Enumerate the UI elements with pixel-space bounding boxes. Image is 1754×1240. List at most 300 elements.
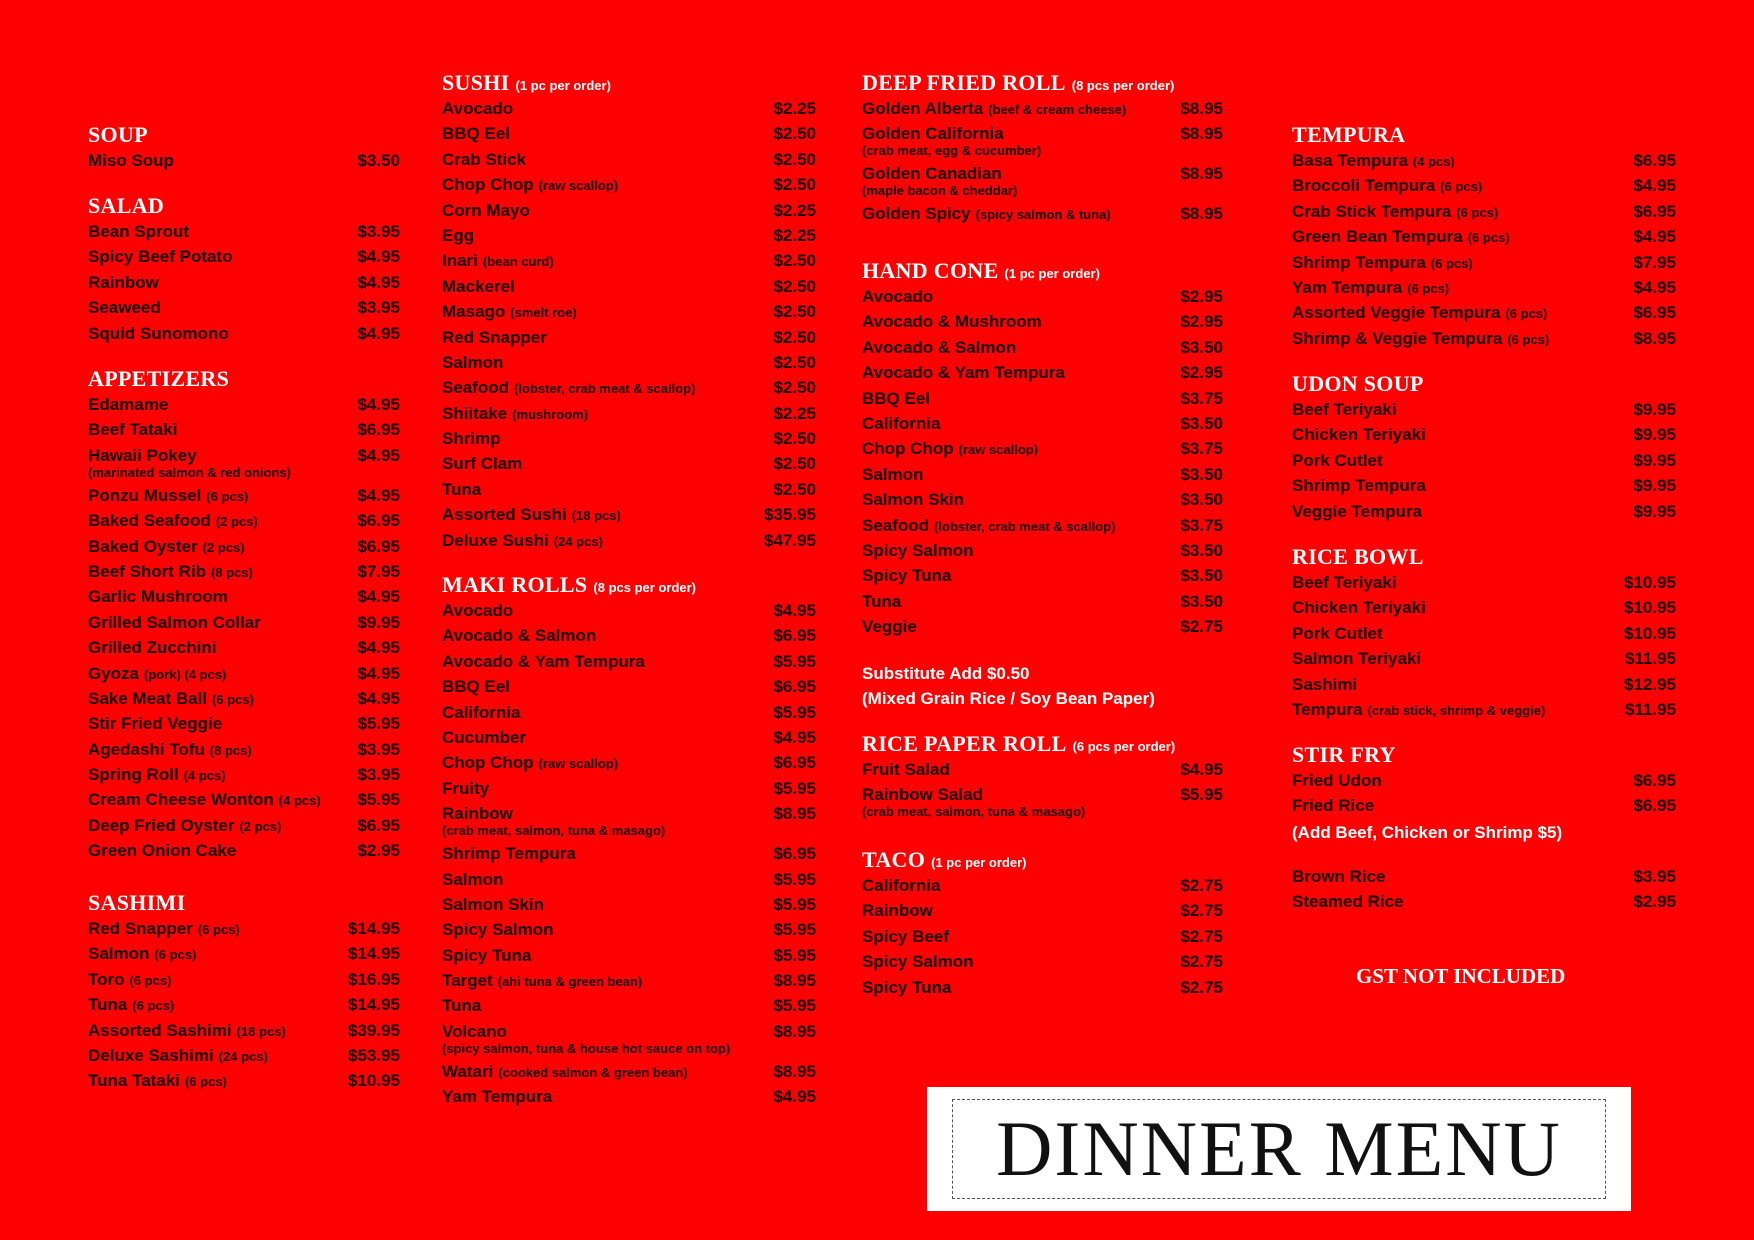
menu-item-note: (lobster, crab meat & scallop) bbox=[514, 381, 696, 397]
menu-item bbox=[1292, 697, 1676, 722]
menu-item bbox=[862, 386, 1223, 411]
menu-item-name-group bbox=[1292, 889, 1404, 914]
menu-item bbox=[862, 121, 1223, 144]
menu-item-name: California bbox=[862, 413, 941, 433]
menu-item-name-group bbox=[442, 147, 526, 172]
menu-item-note: (8 pcs) bbox=[209, 742, 252, 758]
menu-item-name: Green Bean Tempura bbox=[1292, 227, 1463, 247]
menu-item-name-group bbox=[442, 750, 618, 776]
menu-item-name: Spicy Tuna bbox=[442, 945, 532, 965]
menu-item-price: $12.95 bbox=[1624, 674, 1676, 694]
menu-item-name-group bbox=[442, 892, 544, 917]
menu-item-name-group bbox=[442, 223, 474, 248]
menu-item-name: Yam Tempura bbox=[1292, 277, 1403, 297]
menu-item-note: (ahi tuna & green bean) bbox=[497, 974, 643, 990]
menu-item-name-group bbox=[442, 350, 503, 375]
menu-item-price: $8.95 bbox=[773, 971, 816, 991]
menu-item-name-group bbox=[88, 992, 174, 1018]
menu-item-price: $4.95 bbox=[1633, 277, 1676, 297]
menu-section bbox=[88, 889, 400, 1094]
menu-item bbox=[442, 477, 816, 502]
menu-item-name: Avocado bbox=[442, 99, 514, 118]
menu-item-name-group bbox=[442, 121, 510, 146]
menu-item-name: Hawaii Pokey bbox=[88, 445, 197, 465]
menu-item-name: Spicy Beef Potato bbox=[88, 247, 233, 267]
menu-item-price: $4.95 bbox=[357, 688, 400, 708]
menu-item bbox=[1292, 397, 1676, 422]
menu-item-name-group bbox=[862, 360, 1065, 385]
menu-item bbox=[442, 375, 816, 400]
section-title: APPETIZERS bbox=[88, 366, 230, 391]
menu-item-note: (6 pcs) bbox=[1440, 179, 1483, 195]
menu-item-name: Red Snapper bbox=[88, 919, 193, 938]
menu-item bbox=[442, 299, 816, 324]
menu-item bbox=[442, 426, 816, 451]
menu-item-name: Tempura bbox=[1292, 699, 1363, 719]
menu-item-name-group bbox=[1292, 499, 1422, 524]
menu-item-price: $53.95 bbox=[348, 1045, 400, 1065]
menu-item bbox=[88, 148, 400, 173]
menu-item bbox=[88, 967, 400, 992]
menu-item-price: $14.95 bbox=[348, 944, 400, 964]
menu-item bbox=[88, 661, 400, 686]
menu-item-price: $2.50 bbox=[773, 149, 816, 169]
menu-item-price: $2.50 bbox=[773, 124, 816, 144]
menu-item-name-group bbox=[442, 528, 603, 554]
menu-item-name: Salmon Skin bbox=[442, 894, 545, 914]
menu-item bbox=[88, 916, 400, 941]
menu-item-name-group bbox=[88, 392, 168, 417]
menu-item-price: $3.95 bbox=[357, 739, 400, 759]
menu-item-price: $4.95 bbox=[1633, 176, 1676, 196]
menu-item bbox=[442, 867, 816, 892]
menu-item-price: $9.95 bbox=[1633, 400, 1676, 419]
menu-item-price: $6.95 bbox=[357, 815, 400, 835]
menu-item-name: Grilled Salmon Collar bbox=[88, 612, 261, 632]
menu-item-name-group bbox=[862, 309, 1042, 334]
menu-item-price: $2.75 bbox=[1180, 876, 1223, 895]
menu-item-name: Sashimi bbox=[1292, 674, 1358, 694]
menu-item-price: $3.75 bbox=[1180, 388, 1223, 408]
menu-item-name: Avocado & Salmon bbox=[442, 626, 597, 646]
menu-section bbox=[442, 69, 816, 553]
menu-item-price: $2.75 bbox=[1180, 901, 1223, 921]
menu-item-name-group bbox=[1292, 697, 1545, 723]
menu-item-price: $10.95 bbox=[1624, 623, 1676, 643]
section-title: MAKI ROLLS bbox=[442, 572, 588, 597]
menu-item-price: $2.75 bbox=[1180, 952, 1223, 972]
menu-item-price: $6.95 bbox=[357, 536, 400, 556]
menu-item-price: $2.95 bbox=[1180, 363, 1223, 383]
menu-item-name: Ponzu Mussel bbox=[88, 485, 202, 505]
menu-item-name: Fried Udon bbox=[1292, 771, 1382, 790]
menu-item-price: $6.95 bbox=[773, 753, 816, 773]
menu-item bbox=[862, 96, 1223, 121]
menu-item-name: Chicken Teriyaki bbox=[1292, 425, 1426, 445]
menu-item bbox=[442, 198, 816, 223]
menu-item-name: Spicy Salmon bbox=[862, 540, 974, 560]
menu-item-note: (6 pcs) bbox=[132, 998, 175, 1014]
menu-item bbox=[1292, 173, 1676, 198]
menu-item-name-group bbox=[1292, 672, 1357, 697]
menu-item-price: $8.95 bbox=[1180, 124, 1223, 144]
menu-item bbox=[88, 1068, 400, 1093]
menu-item-name: Rainbow bbox=[862, 901, 933, 921]
menu-item-price: $5.95 bbox=[773, 778, 816, 798]
menu-item-name-group bbox=[862, 614, 917, 639]
menu-item bbox=[442, 1084, 816, 1109]
section-heading bbox=[88, 192, 400, 219]
menu-item-name: Spicy Tuna bbox=[862, 566, 952, 586]
menu-item-name: Salmon bbox=[88, 944, 150, 964]
menu-item-name-group bbox=[862, 873, 940, 898]
section-heading bbox=[442, 571, 816, 598]
menu-item-price: $2.50 bbox=[773, 302, 816, 322]
menu-item-price: $3.75 bbox=[1180, 515, 1223, 535]
menu-item bbox=[88, 838, 400, 863]
menu-item-name-group bbox=[88, 295, 161, 320]
menu-section bbox=[88, 192, 400, 346]
menu-item-price: $2.25 bbox=[773, 99, 816, 118]
menu-item-note: (6 pcs) bbox=[129, 972, 172, 988]
menu-item-price: $5.95 bbox=[773, 869, 816, 889]
menu-item bbox=[88, 1018, 400, 1043]
menu-item bbox=[442, 674, 816, 699]
menu-item-name-group bbox=[862, 538, 973, 563]
menu-item-note: (6 pcs) bbox=[197, 922, 240, 937]
menu-item-name-group bbox=[88, 584, 228, 609]
menu-item bbox=[1292, 473, 1676, 498]
menu-section bbox=[1292, 543, 1676, 722]
menu-item-price: $3.95 bbox=[1633, 867, 1676, 886]
menu-item-name: Beef Teriyaki bbox=[1292, 573, 1397, 592]
menu-item bbox=[442, 401, 816, 426]
menu-item-name-group bbox=[442, 325, 547, 350]
menu-item-name: Volcano bbox=[442, 1021, 507, 1041]
menu-item bbox=[442, 943, 816, 968]
menu-item-name: Crab Stick Tempura bbox=[1292, 201, 1452, 221]
menu-item-note: (4 pcs) bbox=[1412, 154, 1455, 169]
menu-item-name-group bbox=[88, 787, 321, 813]
menu-item bbox=[442, 700, 816, 725]
menu-item-name: Shrimp Tempura bbox=[1292, 252, 1426, 272]
menu-item-name-group bbox=[442, 943, 531, 968]
menu-item-name-group bbox=[88, 610, 261, 635]
menu-item-name: Squid Sunomono bbox=[88, 323, 229, 343]
menu-item-price: $6.95 bbox=[773, 677, 816, 697]
menu-item-name: Shrimp bbox=[442, 429, 501, 449]
menu-item bbox=[88, 610, 400, 635]
menu-item-price: $35.95 bbox=[764, 505, 816, 525]
menu-item-note: (mushroom) bbox=[512, 406, 589, 422]
menu-item-price: $5.95 bbox=[773, 945, 816, 965]
menu-item bbox=[1292, 570, 1676, 595]
menu-item-name-group bbox=[1292, 250, 1473, 276]
menu-item bbox=[442, 1019, 816, 1042]
menu-item-note: (24 pcs) bbox=[553, 533, 603, 549]
menu-item-price: $8.95 bbox=[1180, 204, 1223, 224]
menu-item-price: $6.95 bbox=[1633, 151, 1676, 170]
menu-item-price: $2.50 bbox=[773, 251, 816, 271]
menu-item-name-group bbox=[442, 776, 489, 801]
menu-item-name: Spring Roll bbox=[88, 765, 179, 785]
menu-item-price: $4.95 bbox=[357, 663, 400, 683]
menu-item-note: (crab stick, shrimp & veggie) bbox=[1367, 702, 1546, 718]
menu-item-price: $4.95 bbox=[773, 727, 816, 747]
menu-item-price: $2.50 bbox=[773, 352, 816, 372]
menu-item-note: (4 pcs) bbox=[183, 768, 226, 784]
menu-item-name-group bbox=[862, 513, 1115, 539]
menu-item-name-group bbox=[1292, 570, 1397, 595]
menu-section bbox=[88, 121, 400, 173]
menu-item bbox=[862, 436, 1223, 461]
menu-item bbox=[862, 924, 1223, 949]
menu-item-name: Avocado & Yam Tempura bbox=[442, 651, 645, 671]
menu-item-name: Target bbox=[442, 971, 493, 991]
menu-item bbox=[88, 219, 400, 244]
menu-item-name-group bbox=[1292, 422, 1426, 447]
menu-item-name-group bbox=[442, 598, 513, 623]
menu-item-name-group bbox=[442, 96, 513, 121]
menu-item-name: California bbox=[862, 876, 941, 895]
menu-item-name: Bean Sprout bbox=[88, 222, 190, 241]
menu-item-name-group bbox=[862, 924, 949, 949]
menu-item bbox=[442, 248, 816, 273]
menu-item-name-group bbox=[862, 487, 964, 512]
menu-item bbox=[862, 201, 1223, 226]
menu-item-note: (6 pcs) bbox=[154, 947, 197, 963]
menu-item-name-group bbox=[862, 563, 951, 588]
menu-item-name-group bbox=[88, 559, 253, 585]
menu-title-box bbox=[927, 1087, 1631, 1211]
menu-item-name-group bbox=[88, 1043, 268, 1069]
menu-item-price: $2.50 bbox=[773, 327, 816, 347]
menu-item-price: $2.25 bbox=[773, 403, 816, 423]
menu-item bbox=[88, 483, 400, 508]
menu-item-name: Chop Chop bbox=[862, 439, 954, 459]
menu-item-name: California bbox=[442, 702, 521, 722]
menu-item-name-group bbox=[88, 270, 159, 295]
menu-item bbox=[442, 147, 816, 172]
menu-item-name-group bbox=[1292, 300, 1547, 326]
menu-item-name-group bbox=[88, 508, 258, 534]
menu-item-price: $2.95 bbox=[357, 841, 400, 861]
menu-item bbox=[862, 284, 1223, 309]
menu-item-note: (spicy salmon & tuna) bbox=[975, 207, 1111, 223]
menu-item-name: Grilled Zucchini bbox=[88, 638, 217, 658]
menu-item-name-group bbox=[862, 436, 1038, 462]
menu-section bbox=[862, 846, 1223, 1000]
section-note: (8 pcs per order) bbox=[593, 580, 697, 595]
menu-item-name-group bbox=[442, 725, 526, 750]
menu-item-name: Egg bbox=[442, 225, 475, 245]
menu-item-name-group bbox=[442, 649, 645, 674]
menu-item-price: $3.50 bbox=[1180, 566, 1223, 586]
menu-item-name-group bbox=[88, 534, 245, 560]
menu-item-name-group bbox=[88, 762, 226, 788]
menu-item-name-group bbox=[1292, 793, 1374, 818]
menu-item bbox=[442, 325, 816, 350]
menu-item-name: Chop Chop bbox=[442, 753, 534, 773]
menu-item bbox=[88, 992, 400, 1017]
menu-item bbox=[862, 757, 1223, 782]
menu-item-name: Shrimp & Veggie Tempura bbox=[1292, 328, 1503, 348]
menu-item-note: (6 pcs) bbox=[184, 1074, 227, 1090]
menu-item-price: $16.95 bbox=[348, 969, 400, 989]
menu-item bbox=[442, 1059, 816, 1084]
menu-item bbox=[88, 635, 400, 660]
menu-item-name: Shrimp Tempura bbox=[442, 844, 576, 864]
menu-item-name-group bbox=[1292, 326, 1549, 352]
section-title: SASHIMI bbox=[88, 890, 186, 915]
menu-item-name: Chop Chop bbox=[442, 175, 534, 195]
menu-item-name-group bbox=[862, 284, 933, 309]
menu-item bbox=[1292, 864, 1676, 889]
substitute-line1: Substitute Add $0.50 bbox=[862, 664, 1030, 683]
menu-item-name-group bbox=[88, 321, 229, 346]
menu-item-name: Avocado bbox=[442, 601, 514, 620]
menu-item-name-group bbox=[442, 248, 554, 274]
menu-item-name: Seaweed bbox=[88, 298, 161, 318]
menu-item-name-group bbox=[1292, 595, 1426, 620]
menu-item bbox=[862, 309, 1223, 334]
menu-item bbox=[88, 787, 400, 812]
menu-item-price: $8.95 bbox=[773, 804, 816, 824]
menu-item-note: (18 pcs) bbox=[236, 1023, 286, 1039]
menu-item-name-group bbox=[1292, 275, 1449, 301]
menu-item bbox=[862, 487, 1223, 512]
menu-item-name-group bbox=[1292, 224, 1510, 250]
menu-item-name: Baked Oyster bbox=[88, 536, 198, 556]
menu-item-price: $4.95 bbox=[773, 1087, 816, 1107]
menu-item-name-group bbox=[88, 148, 174, 173]
menu-item-price: $6.95 bbox=[357, 420, 400, 440]
menu-item-name-group bbox=[442, 375, 695, 401]
menu-item-name-group bbox=[1292, 864, 1386, 889]
menu-item-name: Garlic Mushroom bbox=[88, 587, 228, 607]
menu-item bbox=[1292, 326, 1676, 351]
menu-item-name: Tuna bbox=[442, 996, 482, 1016]
menu-item-name-group bbox=[88, 1068, 227, 1094]
menu-item bbox=[88, 762, 400, 787]
menu-item-name: Tuna bbox=[442, 479, 482, 499]
menu-item bbox=[442, 598, 816, 623]
menu-item-name: Deluxe Sashimi bbox=[88, 1045, 214, 1065]
menu-item-name-group bbox=[88, 967, 171, 993]
menu-item bbox=[88, 813, 400, 838]
substitute-note bbox=[862, 661, 1155, 711]
section-heading bbox=[862, 257, 1223, 284]
section-heading bbox=[88, 889, 400, 916]
menu-item bbox=[442, 96, 816, 121]
menu-item bbox=[442, 350, 816, 375]
menu-item-name: Seafood bbox=[442, 378, 510, 398]
section-heading bbox=[1292, 543, 1676, 570]
menu-item-name-group bbox=[442, 700, 520, 725]
section-title: STIR FRY bbox=[1292, 742, 1396, 767]
menu-item-price: $39.95 bbox=[348, 1020, 400, 1040]
menu-item-price: $2.75 bbox=[1180, 977, 1223, 997]
menu-item bbox=[442, 528, 816, 553]
menu-item bbox=[1292, 422, 1676, 447]
menu-section bbox=[1292, 837, 1676, 915]
menu-item-name: Salmon bbox=[442, 869, 504, 889]
menu-item-name-group bbox=[862, 386, 930, 411]
menu-item-note: (2 pcs) bbox=[202, 539, 245, 555]
menu-item bbox=[88, 737, 400, 762]
menu-item bbox=[88, 295, 400, 320]
gst-note: GST NOT INCLUDED bbox=[1356, 964, 1566, 988]
menu-item-note: (beef & cream cheese) bbox=[988, 102, 1127, 117]
menu-item-note: (8 pcs) bbox=[211, 564, 253, 580]
menu-item-price: $11.95 bbox=[1624, 699, 1676, 719]
menu-item-name-group bbox=[442, 274, 515, 299]
menu-item-price: $3.95 bbox=[357, 222, 400, 241]
menu-item-name: Miso Soup bbox=[88, 151, 174, 170]
menu-item bbox=[862, 411, 1223, 436]
menu-item bbox=[442, 223, 816, 248]
menu-item-price: $2.50 bbox=[773, 276, 816, 296]
menu-item bbox=[862, 462, 1223, 487]
menu-item bbox=[442, 750, 816, 775]
menu-item bbox=[862, 614, 1223, 639]
section-heading bbox=[862, 69, 1223, 96]
menu-item-price: $6.95 bbox=[1633, 201, 1676, 221]
menu-item-price: $3.50 bbox=[1180, 540, 1223, 560]
menu-item-price: $5.95 bbox=[773, 702, 816, 722]
section-heading bbox=[862, 730, 1223, 757]
menu-item-name: Veggie bbox=[862, 617, 917, 637]
menu-item-name-group bbox=[88, 686, 254, 712]
menu-item-name-group bbox=[1292, 148, 1455, 174]
menu-item-price: $14.95 bbox=[348, 995, 400, 1015]
menu-item bbox=[88, 711, 400, 736]
menu-item-name: Avocado & Mushroom bbox=[862, 312, 1042, 332]
menu-item-price: $5.95 bbox=[1180, 785, 1223, 805]
menu-item bbox=[88, 941, 400, 966]
menu-item bbox=[1292, 499, 1676, 524]
menu-item-name: Beef Short Rib bbox=[88, 561, 207, 581]
menu-item-name-group bbox=[862, 949, 973, 974]
menu-item-name-group bbox=[442, 1084, 552, 1109]
menu-item bbox=[442, 917, 816, 942]
menu-item-name-group bbox=[88, 916, 240, 942]
menu-item-note: (6 pcs) bbox=[212, 691, 254, 707]
menu-item-price: $9.95 bbox=[1633, 450, 1676, 470]
menu-item bbox=[442, 502, 816, 527]
menu-item-price: $6.95 bbox=[1633, 303, 1676, 323]
menu-item-name: Assorted Sashimi bbox=[88, 1020, 232, 1040]
menu-item-price: $7.95 bbox=[1633, 252, 1676, 272]
menu-item bbox=[88, 686, 400, 711]
menu-item-name: Steamed Rice bbox=[1292, 892, 1404, 912]
menu-item-note: (4 pcs) bbox=[278, 793, 321, 809]
menu-item-price: $5.95 bbox=[773, 894, 816, 914]
menu-item-name: Spicy Beef bbox=[862, 926, 949, 946]
menu-item-name-group bbox=[862, 975, 951, 1000]
menu-item-price: $5.95 bbox=[773, 996, 816, 1016]
menu-item bbox=[862, 873, 1223, 898]
section-title: RICE PAPER ROLL bbox=[862, 731, 1067, 756]
menu-item-name: Salmon bbox=[442, 352, 504, 372]
menu-item bbox=[88, 508, 400, 533]
menu-item-description: (spicy salmon, tuna & house hot sauce on top) bbox=[442, 1040, 731, 1056]
menu-item-price: $5.95 bbox=[357, 790, 400, 810]
menu-item-name-group bbox=[862, 898, 933, 923]
menu-item-name-group bbox=[442, 451, 522, 476]
menu-item-name: Spicy Salmon bbox=[862, 952, 974, 972]
menu-item-price: $9.95 bbox=[1633, 476, 1676, 496]
